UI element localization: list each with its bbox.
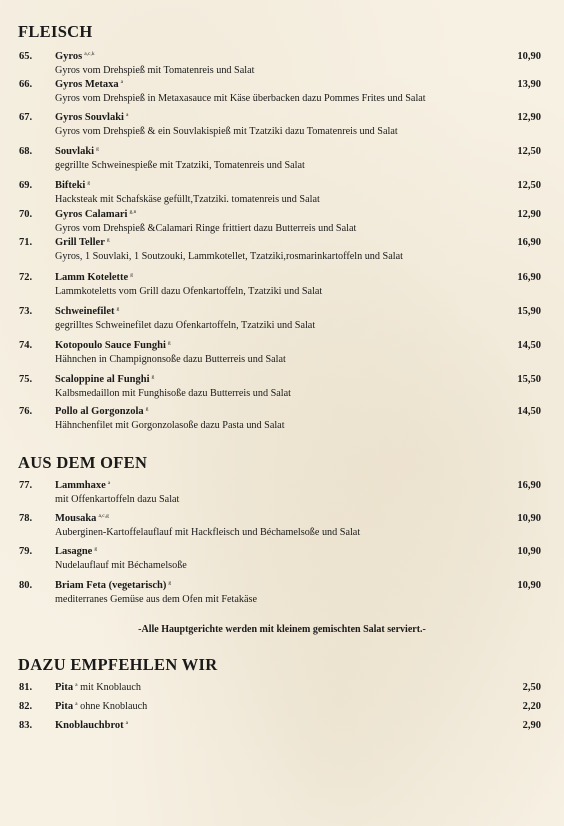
- item-description: ohne Knoblauch: [80, 701, 148, 712]
- item-name: Mousaka $^{a,c,g}$: [55, 513, 109, 524]
- item-name: Kotopoulo Sauce Funghi $^g$: [55, 340, 171, 351]
- item-price: 12,50: [517, 180, 541, 191]
- item-name: Lasagne $^g$: [55, 546, 98, 557]
- item-price: 10,90: [517, 546, 541, 557]
- allergen-code: a: [125, 720, 129, 726]
- item-name: Scaloppine al Funghi $^g$: [55, 374, 155, 385]
- item-description: mit Knoblauch: [80, 682, 141, 693]
- item-description: Gyros vom Drehspieß mit Tomatenreis und Salat: [55, 65, 255, 76]
- item-price: 10,90: [517, 580, 541, 591]
- item-number: 78.: [19, 513, 33, 524]
- allergen-code: a: [107, 480, 111, 486]
- item-name: Gyros Calamari $^{g,n}$: [55, 209, 137, 220]
- item-description: Gyros, 1 Souvlaki, 1 Soutzouki, Lammkotellet, Tzatziki,rosmarinkartoffeln und Salat: [55, 251, 403, 262]
- item-name: Gyros $^{a,c,k}$: [55, 51, 95, 62]
- allergen-code: g: [116, 306, 120, 312]
- allergen-code: a,c,k: [84, 51, 95, 57]
- allergen-code: g: [94, 546, 98, 552]
- item-description: Nudelauflauf mit Béchamelsoße: [55, 560, 187, 571]
- item-number: 81.: [19, 682, 33, 693]
- item-number: 76.: [19, 406, 33, 417]
- item-name: Bifteki $^g$: [55, 180, 91, 191]
- item-price: 16,90: [517, 272, 541, 283]
- item-description: gegrilltes Schweinefilet dazu Ofenkartoffeln, Tzatziki und Salat: [55, 320, 316, 331]
- item-name: Pita $^a$ mit Knoblauch: [55, 682, 141, 693]
- item-number: 77.: [19, 480, 33, 491]
- item-description: mediterranes Gemüse aus dem Ofen mit Fetakäse: [55, 594, 257, 605]
- item-number: 69.: [19, 180, 33, 191]
- item-number: 66.: [19, 79, 33, 90]
- item-price: 12,90: [517, 112, 541, 123]
- allergen-code: g: [130, 272, 133, 278]
- item-number: 73.: [19, 306, 33, 317]
- item-price: 16,90: [517, 237, 541, 248]
- item-description: Gyros vom Drehspieß in Metaxasauce mit Käse überbacken dazu Pommes Frites und Salat: [55, 93, 426, 104]
- allergen-code: g: [151, 374, 155, 380]
- item-name: Lamm Kotelette $^g$: [55, 272, 133, 283]
- item-name: Briam Feta (vegetarisch) $^g$: [55, 580, 172, 591]
- allergen-code: g: [106, 237, 110, 243]
- item-price: 10,90: [517, 513, 541, 524]
- item-description: Lammkoteletts vom Grill dazu Ofenkartoffeln, Tzatziki und Salat: [55, 286, 323, 297]
- item-price: 2,20: [522, 701, 541, 712]
- item-price: 15,90: [517, 306, 541, 317]
- allergen-code: g,n: [129, 209, 137, 215]
- allergen-code: a: [120, 79, 124, 85]
- item-description: mit Offenkartoffeln dazu Salat: [55, 494, 180, 505]
- item-price: 2,90: [522, 720, 541, 731]
- item-price: 10,90: [517, 51, 541, 62]
- allergen-code: a,c,g: [98, 513, 109, 519]
- allergen-code: a: [75, 701, 78, 707]
- item-description: Hähnchen in Champignonsoße dazu Butterreis und Salat: [55, 354, 286, 365]
- allergen-code: g: [96, 146, 99, 152]
- item-number: 65.: [19, 51, 33, 62]
- item-name: Lammhaxe $^a$: [55, 480, 111, 491]
- item-description: Auberginen-Kartoffelauflauf mit Hackfleisch und Béchamelsoße und Salat: [55, 527, 361, 538]
- item-price: 13,90: [517, 79, 541, 90]
- item-number: 83.: [19, 720, 33, 731]
- item-description: Kalbsmedaillon mit Funghisoße dazu Butterreis und Salat: [55, 388, 291, 399]
- item-number: 72.: [19, 272, 33, 283]
- item-name: Pita $^a$ ohne Knoblauch: [55, 701, 148, 712]
- item-number: 71.: [19, 237, 33, 248]
- allergen-code: g: [168, 580, 172, 586]
- allergen-code: g: [87, 180, 91, 186]
- item-name: Knoblauchbrot $^a$: [55, 720, 129, 731]
- item-price: 12,90: [517, 209, 541, 220]
- section-title-dazu: DAZU EMPFEHLEN WIR: [18, 655, 218, 674]
- item-name: Gyros Metaxa $^a$: [55, 79, 124, 90]
- item-name: Grill Teller $^g$: [55, 237, 110, 248]
- item-name: Gyros Souvlaki $^a$: [55, 112, 129, 123]
- item-description: gegrillte Schweinespieße mit Tzatziki, Tomatenreis und Salat: [55, 160, 305, 171]
- item-number: 80.: [19, 580, 33, 591]
- item-description: Hähnchenfilet mit Gorgonzolasoße dazu Pasta und Salat: [55, 420, 285, 431]
- item-price: 2,50: [522, 682, 541, 693]
- item-price: 12,50: [517, 146, 541, 157]
- allergen-code: g: [167, 340, 171, 346]
- item-description: Gyros vom Drehspieß & ein Souvlakispieß mit Tzatziki dazu Tomatenreis und Salat: [55, 126, 398, 137]
- item-name: Pollo al Gorgonzola $^g$: [55, 406, 149, 417]
- item-number: 82.: [19, 701, 33, 712]
- item-price: 14,50: [517, 340, 541, 351]
- item-number: 75.: [19, 374, 33, 385]
- salad-note: -Alle Hauptgerichte werden mit kleinem gemischten Salat serviert.-: [138, 624, 426, 635]
- item-price: 14,50: [517, 406, 541, 417]
- item-number: 79.: [19, 546, 33, 557]
- section-title-ofen: AUS DEM OFEN: [18, 453, 148, 472]
- section-title-fleisch: FLEISCH: [18, 22, 93, 41]
- item-description: Hacksteak mit Schafskäse gefüllt,Tzatziki. tomatenreis und Salat: [55, 194, 320, 205]
- item-name: Schweinefilet $^g$: [55, 306, 120, 317]
- item-price: 16,90: [517, 480, 541, 491]
- item-number: 70.: [19, 209, 33, 220]
- item-name: Souvlaki $^g$: [55, 146, 99, 157]
- allergen-code: a: [75, 682, 78, 688]
- allergen-code: g: [145, 406, 149, 412]
- item-number: 68.: [19, 146, 33, 157]
- item-number: 67.: [19, 112, 33, 123]
- item-description: Gyros vom Drehspieß &Calamari Ringe frittiert dazu Butterreis und Salat: [55, 223, 357, 234]
- allergen-code: a: [125, 112, 129, 118]
- item-number: 74.: [19, 340, 33, 351]
- item-price: 15,50: [517, 374, 541, 385]
